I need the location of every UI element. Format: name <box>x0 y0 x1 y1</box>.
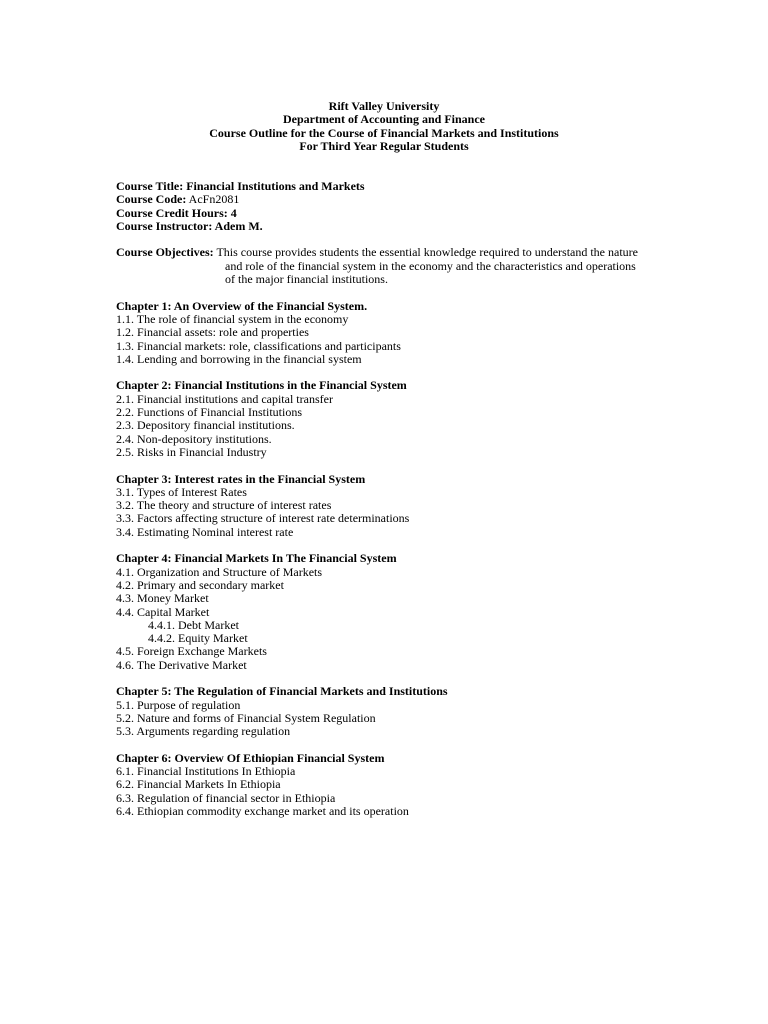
list-item: 4.3. Money Market <box>116 591 209 606</box>
department-name: Department of Accounting and Finance <box>283 112 485 127</box>
list-item: 1.1. The role of financial system in the economy <box>116 311 349 326</box>
list-item: 2.3. Depository financial institutions. <box>116 418 295 433</box>
list-item: 1.3. Financial markets: role, classifications and participants <box>116 338 401 353</box>
objectives-label: Course Objectives: <box>116 245 214 260</box>
list-item: 3.2. The theory and structure of interest rates <box>116 498 332 513</box>
course-title-value: Financial Institutions and Markets <box>186 179 365 193</box>
document-header <box>0 100 768 153</box>
course-instructor-value: Adem M. <box>214 218 263 233</box>
list-item: 4.2. Primary and secondary market <box>116 577 284 592</box>
chapter-2 <box>116 379 676 459</box>
course-instructor-line <box>116 220 676 233</box>
list-item: 3.4. Estimating Nominal interest rate <box>116 524 294 539</box>
sub-list-item: 4.4.1. Debt Market <box>148 617 239 632</box>
list-item: 5.1. Purpose of regulation <box>116 697 241 712</box>
chapter-title: Chapter 2: Financial Institutions in the Financial System <box>116 378 407 393</box>
course-credit-value: 4 <box>230 205 237 220</box>
list-item: 4.1. Organization and Structure of Markets <box>116 564 323 579</box>
chapter-1 <box>116 300 676 366</box>
list-item: 2.5. Risks in Financial Industry <box>116 444 267 459</box>
chapter-title: Chapter 5: The Regulation of Financial Markets and Institutions <box>116 684 448 699</box>
objectives-text-2: and role of the financial system in the economy and the characteristics and operations <box>225 258 636 273</box>
chapter-title: Chapter 4: Financial Markets In The Financial System <box>116 551 397 566</box>
chapter-title: Chapter 3: Interest rates in the Financial System <box>116 471 366 486</box>
list-item: 3.1. Types of Interest Rates <box>116 484 247 499</box>
list-item: 3.3. Factors affecting structure of interest rate determinations <box>116 511 410 526</box>
course-instructor-label: Course Instructor: <box>116 218 213 233</box>
course-code-label: Course Code: <box>116 192 187 207</box>
list-item: 2.4. Non-depository institutions. <box>116 431 272 446</box>
course-title-line <box>116 180 676 193</box>
list-item: 6.2. Financial Markets In Ethiopia <box>116 777 281 792</box>
course-title-label: Course Title: <box>116 179 184 193</box>
list-item: 6.1. Financial Institutions In Ethiopia <box>116 764 296 779</box>
course-code-value: AcFn2081 <box>188 192 240 207</box>
list-item: 5.3. Arguments regarding regulation <box>116 724 291 739</box>
university-name: Rift Valley University <box>328 99 440 113</box>
course-code-line <box>116 193 676 206</box>
list-item: 5.2. Nature and forms of Financial System Regulation <box>116 710 376 725</box>
list-item: 6.3. Regulation of financial sector in Ethiopia <box>116 790 336 805</box>
chapter-6 <box>116 752 676 818</box>
sub-list-item: 4.4.2. Equity Market <box>148 631 248 646</box>
list-item: 6.4. Ethiopian commodity exchange market and its operation <box>116 803 409 818</box>
list-item: 2.2. Functions of Financial Institutions <box>116 405 302 420</box>
chapter-3 <box>116 473 676 539</box>
chapter-title: Chapter 1: An Overview of the Financial System. <box>116 298 368 313</box>
list-item: 4.4. Capital Market <box>116 604 210 619</box>
objectives-text-1: This course provides students the essential knowledge required to understand the nature <box>216 245 638 260</box>
list-item: 1.2. Financial assets: role and properties <box>116 325 309 340</box>
course-credit-line <box>116 207 676 220</box>
course-objectives <box>116 246 676 286</box>
objectives-text-3: of the major financial institutions. <box>225 272 388 287</box>
chapter-4 <box>116 552 676 672</box>
audience-line: For Third Year Regular Students <box>299 138 469 153</box>
chapter-5 <box>116 685 676 738</box>
course-credit-label: Course Credit Hours: <box>116 205 228 220</box>
list-item: 2.1. Financial institutions and capital transfer <box>116 391 333 406</box>
list-item: 1.4. Lending and borrowing in the financial system <box>116 351 362 366</box>
outline-title: Course Outline for the Course of Financial Markets and Institutions <box>209 125 559 140</box>
list-item: 4.6. The Derivative Market <box>116 657 247 672</box>
chapter-title: Chapter 6: Overview Of Ethiopian Financial System <box>116 750 385 765</box>
document-body <box>116 180 676 818</box>
list-item: 4.5. Foreign Exchange Markets <box>116 644 267 659</box>
